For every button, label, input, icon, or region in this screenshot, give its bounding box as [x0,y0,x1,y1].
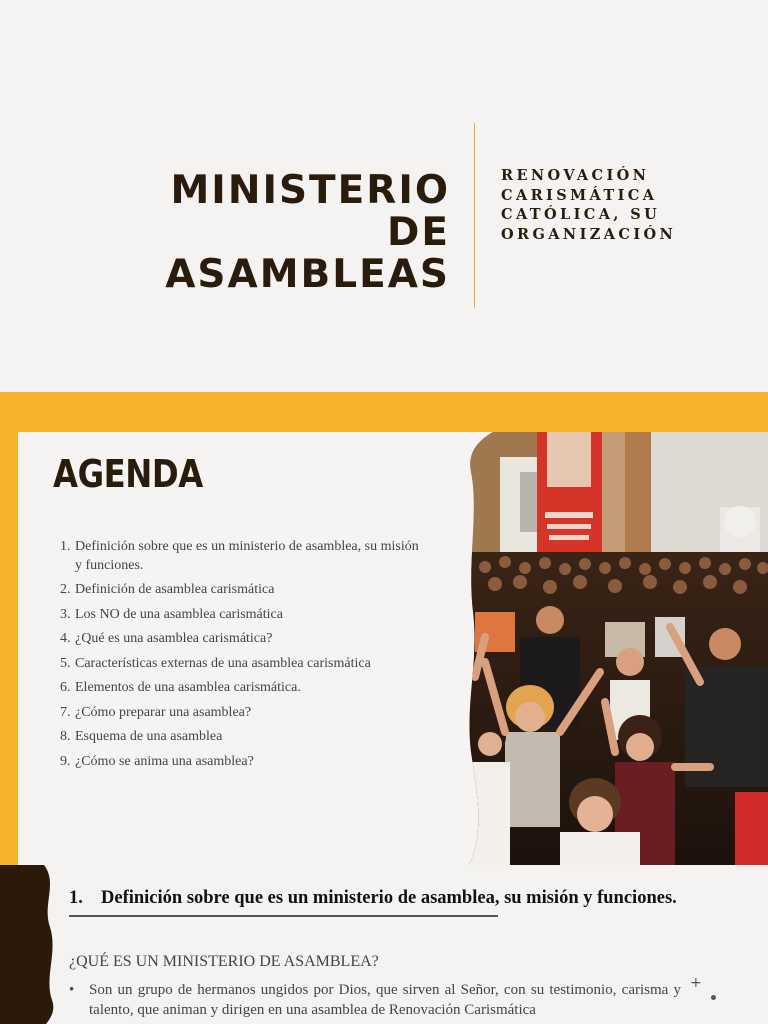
title-slide [0,0,768,392]
vertical-divider [474,123,475,308]
list-item: 6. Elementos de una asamblea carismática. [60,680,301,695]
agenda-panel [18,432,768,865]
list-item: 8. Esquema de una asamblea [60,729,223,744]
list-item: 7. ¿Cómo preparar una asamblea? [60,704,252,720]
list-item: 5. Características externas de una asamblea carismática [60,655,371,671]
list-item: 2. Definición de asamblea carismática [60,582,275,597]
section-heading: 1. Definición sobre que es un ministerio de asamblea, su misión y funciones. [69,888,677,908]
bullet-icon: • [69,982,75,998]
dot-icon [711,995,716,1000]
slide-title: MINISTERIO DE ASAMBLEAS [165,168,450,297]
list-item: 4. ¿Qué es una asamblea carismática? [60,631,273,646]
definition-slide [0,865,768,1024]
section-question: ¿QUÉ ES UN MINISTERIO DE ASAMBLEA? [69,953,379,970]
heading-underline [69,915,498,917]
decorative-wave-shape [0,865,60,1024]
congregation-photo [465,432,768,865]
list-item: 9. ¿Cómo se anima una asamblea? [60,753,254,769]
plus-icon: + [690,975,702,991]
slide-subtitle: RENOVACIÓN CARISMÁTICA CATÓLICA, SU ORGANIZACIÓN [501,167,677,243]
bullet-paragraph: • Son un grupo de hermanos ungidos por Dios, que sirven al Señor, con su testimonio, carisma y talento, que animan y dirigen en una asamblea de Renovación Carismática [69,982,681,1018]
agenda-list [60,538,425,777]
list-item: 1. Definición sobre que es un ministerio de asamblea, su misión y funciones. [60,539,419,573]
photo-illustration [465,432,768,865]
agenda-slide [0,392,768,865]
agenda-heading: AGENDA [53,452,203,496]
list-item: 3. Los NO de una asamblea carismática [60,606,283,622]
